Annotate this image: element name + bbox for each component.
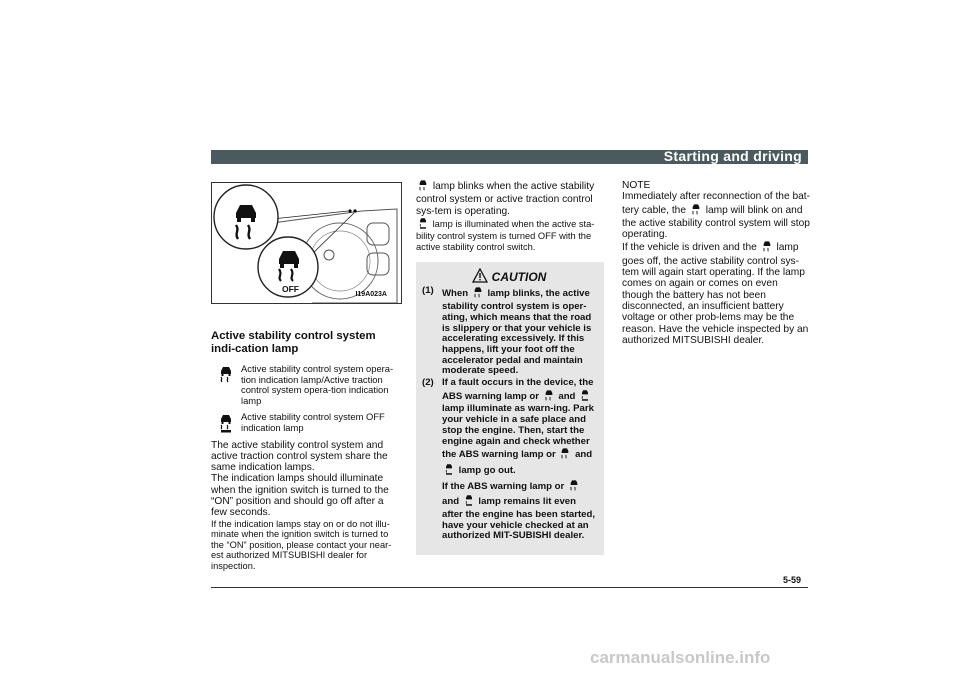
skid-car-off-icon: [580, 389, 590, 405]
skid-car-off-icon: [444, 463, 454, 479]
body-paragraph-1: The active stability control system and active traction control system share the same indication lamps.: [211, 439, 388, 474]
body-paragraph-3: If the indication lamps stay on or do not illu-minate when the ignition switch is turned to the “ON” position, please contact your near-est authorized MITSUBISHI dealer for inspection.: [211, 518, 392, 571]
caution-box: [416, 262, 604, 555]
note-paragraph-1: [622, 191, 810, 240]
skid-car-icon: [569, 479, 579, 495]
skid-car-icon: [762, 240, 772, 255]
indicator-text-off: Active stability control system OFF indication lamp: [241, 411, 385, 433]
caution-2-text-f: If the ABS warning lamp or: [442, 480, 565, 492]
note-1-text-a: Immediately after reconnection of the bat-tery cable, the: [622, 191, 811, 216]
warning-triangle-icon: [472, 268, 488, 283]
section-header-bar: [211, 150, 808, 164]
caution-item-2: [422, 378, 596, 542]
dashboard-figure: [211, 182, 402, 304]
skid-car-off-icon: [418, 217, 428, 232]
caution-2-text-c: lamp illuminate as warn-ing. Park your vehicle in a safe place and stop the engine. Then, start the engine again and check whether the ABS warning lamp or: [442, 403, 594, 461]
middle-paragraph-2-text: lamp is illuminated when the active sta-bility control system is turned OFF with the active stability control switch.: [416, 218, 595, 252]
caution-1-text-b: lamp blinks, the active stability control system is oper-ating, which means that the road is slippery or that your vehicle is accelerating excessively. If this happens, lift your foot off the accelerator pedal and maintain moderate speed.: [442, 288, 592, 377]
skid-car-off-icon: [464, 494, 474, 510]
instrument-cluster-illustration: [212, 183, 402, 304]
caution-2-text-d: and: [575, 449, 593, 461]
note-2-text-a: If the vehicle is driven and the: [622, 242, 757, 254]
caution-2-text-h: lamp remains lit even after the engine has been started, have your vehicle checked at an authorized MIT-SUBISHI dealer.: [442, 496, 596, 542]
body-paragraph-2: The indication lamps should illuminate when the ignition switch is turned to the “ON” position and should go off after a few seconds.: [211, 473, 389, 519]
caution-number-2: (2): [422, 377, 434, 389]
skid-car-icon: [691, 203, 701, 218]
skid-car-icon: [418, 179, 428, 194]
skid-car-icon: [560, 447, 570, 463]
caution-2-text-b: and: [558, 390, 576, 402]
note-label: NOTE: [622, 180, 651, 191]
middle-paragraph-2: [416, 217, 604, 253]
caution-number-1: (1): [422, 285, 434, 297]
caution-header: [422, 268, 596, 283]
skid-car-off-icon: [211, 412, 241, 433]
left-column: [211, 182, 402, 571]
middle-paragraph-1-text: lamp blinks when the active stability control system or active traction control sys-tem is operating.: [416, 181, 595, 217]
caution-1-text-a: When: [442, 288, 469, 300]
skid-car-icon: [473, 286, 483, 302]
indicator-row-operation: [211, 364, 402, 406]
middle-column: [416, 179, 604, 555]
skid-car-icon: [544, 389, 554, 405]
indicator-text-operation: Active stability control system opera-tion indication lamp/Active traction control system opera-tion indication lamp: [241, 363, 394, 406]
section-heading: Active stability control system indi-cation lamp: [211, 330, 376, 355]
off-label: OFF: [282, 284, 299, 294]
caution-title: CAUTION: [491, 270, 547, 285]
figure-code: I19A023A: [355, 290, 387, 298]
caution-item-1: [422, 286, 596, 377]
note-paragraph-2: [622, 240, 810, 346]
page-number: 5-59: [783, 575, 802, 585]
note-2-text-b: lamp goes off, the active stability control sys-tem will again start operating. If the lamp comes on again or comes on even though the battery has not been disconnected, an insufficient battery voltage or other prob-lems may be the reason. Have the vehicle inspected by an authorized MITSUBISHI dealer.: [622, 242, 809, 346]
section-title: Starting and driving: [663, 148, 802, 164]
caution-2-text-g: and: [442, 496, 460, 508]
middle-paragraph-1: [416, 179, 604, 217]
caution-2-text-e: lamp go out.: [458, 464, 516, 476]
footer-divider: [211, 587, 808, 588]
skid-car-icon: [211, 364, 241, 406]
indicator-row-off: [211, 412, 402, 433]
note-1-text-b: lamp will blink on and the active stability control system will stop operating.: [622, 204, 810, 241]
caution-2-text-a: If a fault occurs in the device, the ABS warning lamp or: [442, 377, 594, 402]
watermark-text: carmanualsonline.info: [590, 648, 771, 667]
right-column: [622, 180, 810, 346]
